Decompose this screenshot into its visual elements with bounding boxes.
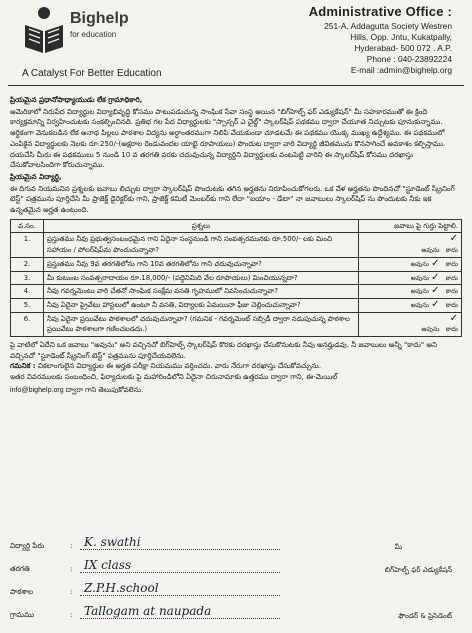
check-mark-icon: ✓ — [431, 298, 440, 310]
student-details — [10, 535, 462, 627]
question-number: 5. — [11, 298, 44, 312]
field-row-name: విద్యార్థి పేరు : K. swathi మీ — [10, 535, 402, 551]
eligibility-table — [10, 219, 462, 337]
answer-no[interactable]: కాదు — [445, 325, 458, 334]
answer-yes[interactable]: అవును — [410, 287, 429, 296]
answer-yes[interactable]: అవును — [421, 325, 440, 334]
answer-yes[interactable]: అవును — [410, 259, 429, 268]
intro-paragraph: అమెరికాలో నిరుపేద విద్యార్థుల విద్యాభివృద్ధి కోసము పాటుపడుచున్న సాంఘిక సేవా సంస్థ అయిన "బిగ్‌హెల్ప్ ఫర్ ఎడ్యుకేషన్" మీ సహకారముతో ఈ క్రింది కార్యక్రమాన్ని నిర్వహించుటకు సంకల్పించినది. ప్రతిభ గల పేద విద్యార్థులకు "స్పాన్సర్ ఎ చైల్డ్" స్కాలర్‌షిప్ పథకము ద్వారా చేయూత నిచ్చుటకు పూనుకున్నాము. ఆర్థికంగా వెనుకబడిన లేక అనాథ పిల్లలు పాఠశాల విద్యను అర్ధాంతరముగా నిలిపి వేయకుండా చూడటమే ఈ పథకము యొక్క ముఖ్య ఉద్దేశ్యము. ఈ పథకములో ఎంపికైన విద్యార్థులకు నెలకు రూ.250/-(అక్షరాల రెండువందల యాభై రూపాయలు) పొందుట ద్వారా వారి విద్యార్థి జీవితమును కొనసాగించే అవకాశం కల్పిస్తాము. దయచేసి మీరు ఈ పథకములు 5 నుండి 10 వ తరగతి వరకు చదువుచున్న విద్యార్థిని విద్యార్థులకు వంటపెట్టి వారిని ఈ స్కాలర్‌షిప్ కోసము దరఖాస్తు చేసుకోవాలసిందిగా కోరుచున్నాము. — [10, 106, 446, 170]
check-mark-icon: ✓ — [449, 312, 458, 324]
signature-role: ఫౌండర్ & ప్రెసిడెంట్ — [398, 612, 452, 620]
contact-note: ఇతర వివరములకు సంబంధించి, ఫిర్యాదులకు పై మహారిండిలోని ఏదైనా చిరునామాకు ఉత్తరము ద్వారా గాని, ఈ-మెయిల్ — [10, 372, 338, 382]
question-text: ప్రస్తుతము నీవు 9వ తరగతిలోను గాని 10వ తరగతిలోను గాని చదువుచున్నావా? — [44, 257, 359, 271]
phone-line: Phone : 040-23892224 — [366, 54, 452, 64]
field-row-school: పాఠశాల : Z.P.H.school — [10, 581, 462, 604]
answer-cell[interactable] — [359, 298, 462, 312]
brand-name: Bighelp — [70, 10, 129, 27]
answer-cell[interactable] — [359, 271, 462, 285]
school-line — [80, 595, 280, 596]
col-question-header: ప్రశ్నలు — [44, 219, 359, 233]
letterhead — [8, 0, 464, 88]
address-line: 251-A, Addagutta Society Westren — [324, 21, 452, 31]
address-line: Hyderabad- 500 072 . A.P. — [354, 43, 452, 53]
answer-cell[interactable] — [359, 233, 462, 257]
answer-yes[interactable]: అవును — [410, 300, 429, 309]
book-person-logo-icon — [22, 5, 66, 57]
question-number: 2. — [11, 257, 44, 271]
answer-cell[interactable] — [359, 312, 462, 336]
header-divider — [8, 85, 464, 86]
col-number-header: వ.సం. — [11, 219, 44, 233]
check-mark-icon: ✓ — [431, 271, 440, 283]
question-number: 1. — [11, 233, 44, 257]
student-name-label: విద్యార్థి పేరు — [10, 541, 45, 550]
village-line — [80, 618, 280, 619]
question-number: 3. — [11, 271, 44, 285]
answer-no[interactable]: కాదు — [445, 273, 458, 282]
village-value[interactable]: Tallogam at naupada — [84, 604, 212, 618]
table-row — [11, 257, 462, 271]
question-text: మీ కుటుంబ సంవత్సరాదాయం రూ.18,000/- (పద్దెనిమిది వేల రూపాయలు) మించియున్నదా? — [44, 271, 359, 285]
brand-subtitle: for education — [70, 30, 117, 39]
question-text: ప్రస్తుతము నీవు ప్రభుత్వసంబంధమైన గాని ఏదైనా సంస్థనుండి గాని సంవత్సరమునకు రూ.500/- లకు మించి సహాయం / పోలర్‌షిప్‌ను పొందుచున్నావా? — [44, 233, 359, 257]
tagline: A Catalyst For Better Education — [22, 68, 162, 79]
salutation: ప్రియమైన ప్రధానోపాధ్యాయుడు లేక గ్రామాధికారి, — [10, 95, 143, 104]
check-mark-icon: ✓ — [431, 285, 440, 297]
question-text: నీవు ఏదైనా ప్రయివేటు పాఠశాలలో చదువుచున్నావా? (గమనిక - గవర్నమెంట్ సబ్సిడీ ద్వారా నడుపుచున్న పాఠశాల ప్రయివేటు పాఠశాలగా గణించబడదు.) — [44, 312, 359, 336]
signature-prefix: మీ — [394, 543, 402, 551]
school-value[interactable]: Z.P.H.school — [84, 581, 159, 595]
contact-email-tail: ద్వారా గాని తెలుపుకోవలెను. — [63, 385, 144, 394]
answer-yes[interactable]: అవును — [410, 273, 429, 282]
table-row — [11, 271, 462, 285]
field-row-class: తరగతి : IX class బిగ్‌హెల్ప్ ఫర్ ఎడ్యుకేషన్ — [10, 558, 452, 574]
student-salutation: ప్రియమైన విద్యార్థి, — [10, 171, 62, 181]
answer-no[interactable]: కాదు — [445, 287, 458, 296]
disability-note — [10, 361, 462, 372]
table-header-row — [11, 219, 462, 233]
eligibility-note: పై వాటిలో ఏదేని ఒక జవాబు "అవును" అని వచ్చినచో బిగ్‌హెల్ప్ స్కాలర్‌షిప్ కొరకు దరఖాస్తు చేసుకొనుటకు నీవు అనర్హుడవు. నీ జవాబులు అన్నీ "కాదు" అని వచ్చినచో "స్టూడెంట్ స్క్రీనింగ్ టెస్ట్" పత్రమును పూర్తిచేయవలెను. — [10, 340, 438, 360]
question-text: నీవు గవర్నమెంటు వారి చేతనో సాంఘిక సంక్షేమ వసతి గృహములో నివసించుచున్నావా? — [44, 285, 359, 299]
col-answer-header: జవాబు పై గుర్తు పెట్టాలి. — [359, 219, 462, 233]
question-text: నీవు ఏదైనా ప్రైవేటు హాస్టలులో ఉంటూ నీ వసతి, విద్యాలకు ఏమయినా ఫీజు చెల్లించుచున్నావా? — [44, 298, 359, 312]
answer-no[interactable]: కాదు — [445, 300, 458, 309]
contact-email[interactable]: info@bighelp.org — [10, 385, 64, 394]
check-mark-icon: ✓ — [431, 257, 440, 269]
note-label: గమనిక : — [10, 361, 36, 371]
table-row — [11, 298, 462, 312]
student-name-value[interactable]: K. swathi — [84, 535, 141, 549]
check-mark-icon: ✓ — [449, 233, 458, 245]
signature-org: బిగ్‌హెల్ప్ ఫర్ ఎడ్యుకేషన్ — [384, 566, 452, 574]
answer-yes[interactable]: అవును — [421, 246, 440, 255]
field-row-village: గ్రామము : Tallogam at naupada ఫౌండర్ & ప్రెసిడెంట్ — [10, 604, 452, 620]
class-value[interactable]: IX class — [84, 558, 132, 572]
contact-email-line — [10, 385, 462, 396]
class-line — [80, 572, 280, 573]
table-row — [11, 233, 462, 257]
question-number: 6. — [11, 312, 44, 336]
letter-body — [10, 94, 462, 396]
answer-cell[interactable] — [359, 285, 462, 299]
student-name-line — [80, 549, 280, 550]
answer-no[interactable]: కాదు — [445, 259, 458, 268]
instructions-paragraph: ఈ దిగువ నియమనిన ప్రశ్నలకు జవాబు లిచ్చుట ద్వారా స్కాలర్‌షిప్ పొందుటకు తగిన అర్హతను నిరూపించుకోగలరు. ఒక వేళ అర్హతను పొందినచో "స్టూడెంట్ స్క్రీనింగ్ టెస్ట్" పత్రమును పూర్తిచేసి మీ ప్రాజెక్ట్ డైరెక్టర్‌కు గాని, ప్రాజెక్ట్ కమిటీ మెంబర్‌కు గాని లేదా "ఐయాం - డేటా" నా జవాబులు స్కాలర్‌షిప్ ను పొందుటకు నీకు ఇక ఉన్నతమైన అర్హత ఉంటుంది. — [10, 183, 455, 215]
school-label: పాఠశాల — [10, 587, 34, 596]
office-title: Administrative Office : — [308, 4, 452, 19]
table-row — [11, 285, 462, 299]
village-label: గ్రామము — [10, 610, 35, 619]
answer-no[interactable]: కాదు — [445, 246, 458, 255]
table-row — [11, 312, 462, 336]
question-number: 4. — [11, 285, 44, 299]
office-address — [232, 4, 452, 76]
address-line: Hills, Opp. Jntu, Kukatpally, — [350, 32, 452, 42]
note-text: వికలాంగులైన విద్యార్థుల ఈ అర్హత పరీక్షా నియమము వర్తించదు. వారు నేరుగా దరఖాస్తు చేసుకోవచ్చును. — [37, 361, 322, 371]
email-line: E-mail :admin@bighelp.org — [350, 65, 452, 75]
class-label: తరగతి — [10, 564, 30, 573]
answer-cell[interactable] — [359, 257, 462, 271]
